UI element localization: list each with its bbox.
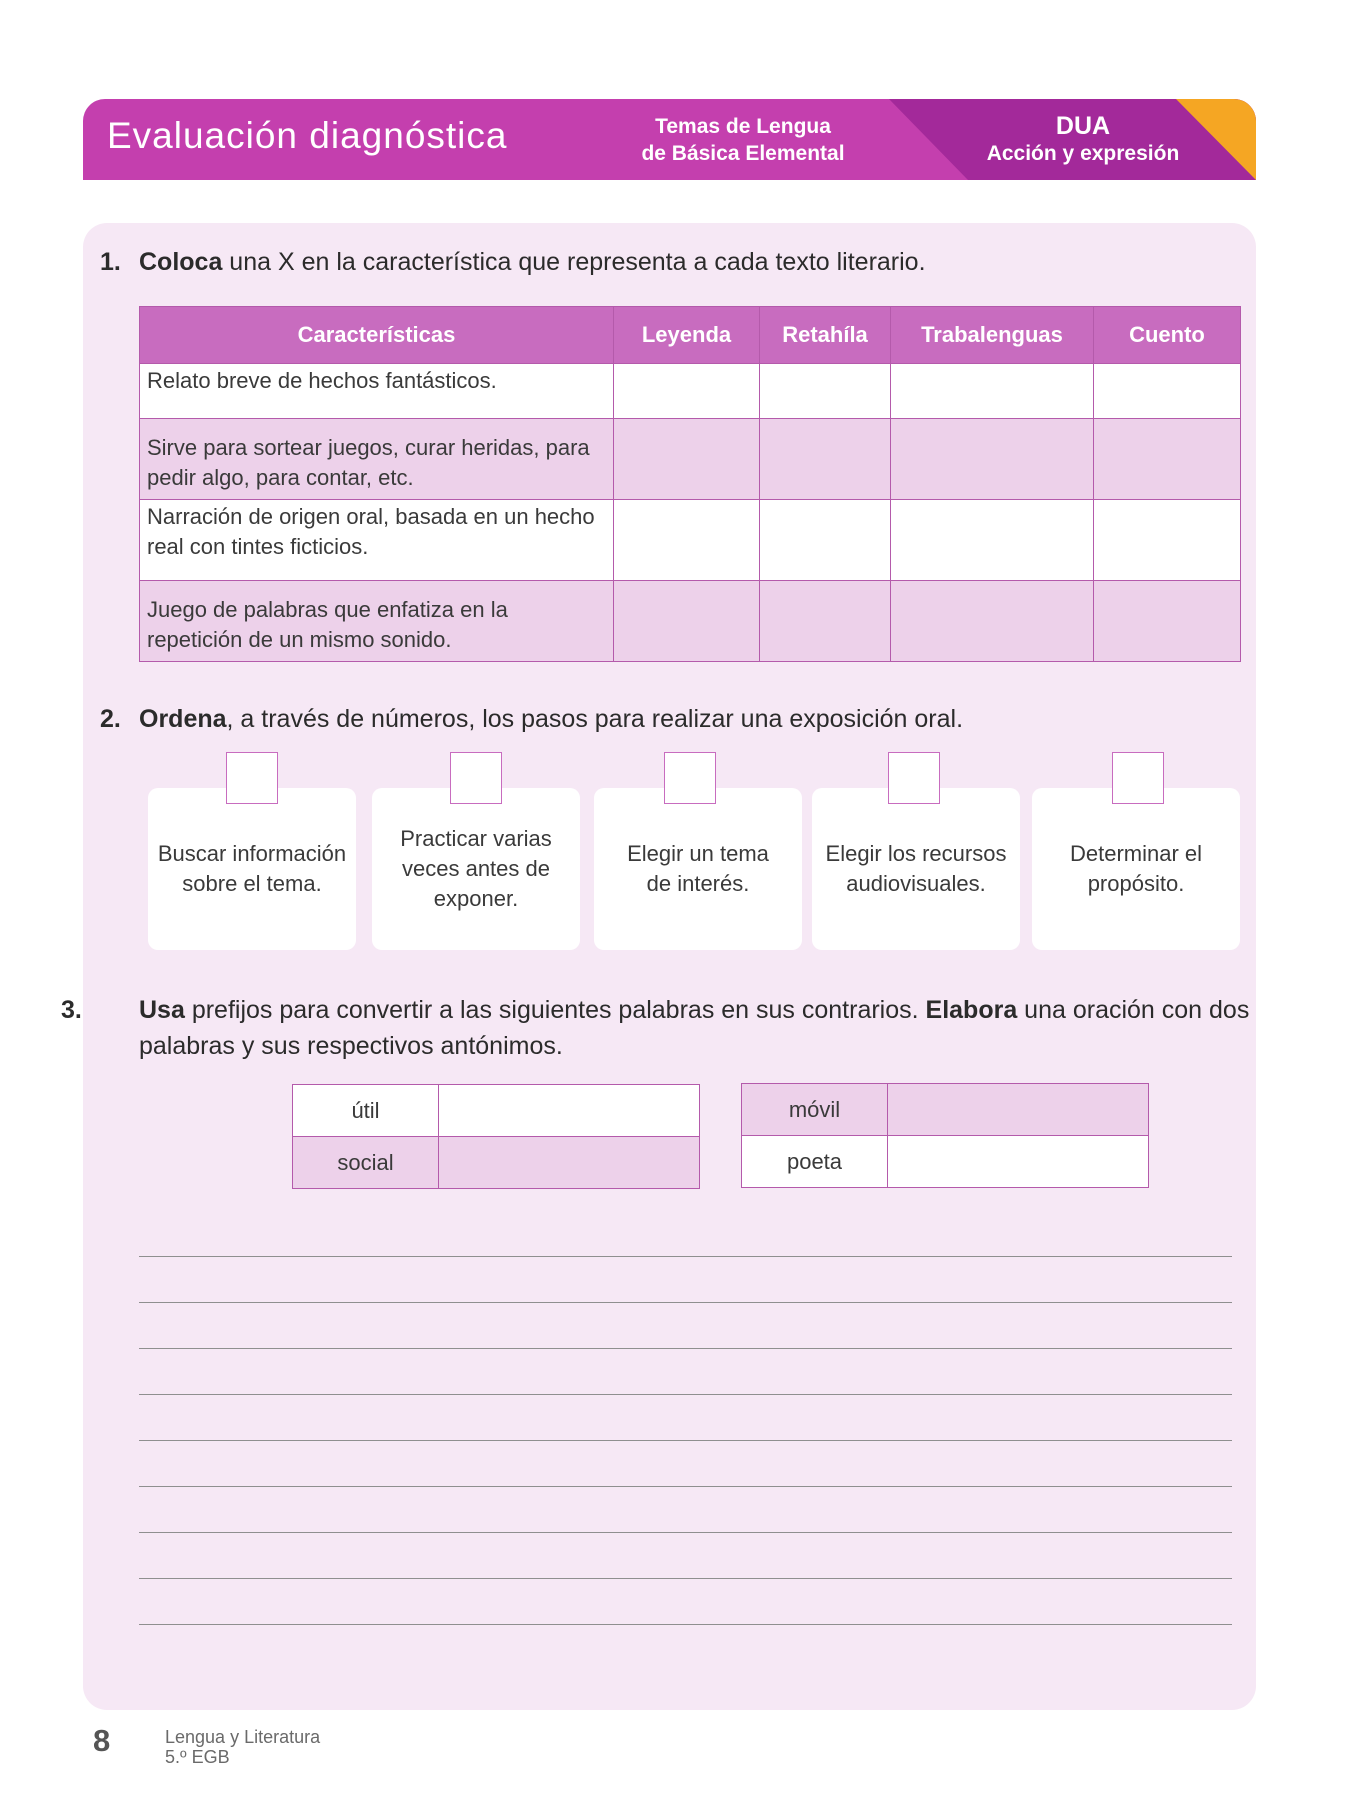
topics-label <box>628 113 858 167</box>
characteristic-cell: Narración de origen oral, basada en un hecho real con tintes ficticios. <box>140 500 614 581</box>
answer-cell-cuento[interactable] <box>1094 581 1241 662</box>
order-number-box[interactable] <box>664 752 716 804</box>
dua-label <box>963 113 1203 167</box>
header-cell: Retahíla <box>760 307 891 364</box>
header-cell: Trabalenguas <box>891 307 1094 364</box>
answer-cell-trabalenguas[interactable] <box>891 500 1094 581</box>
word-cell: poeta <box>742 1136 888 1188</box>
writing-line[interactable] <box>139 1578 1232 1579</box>
step-card <box>372 788 580 950</box>
antonym-answer-cell[interactable] <box>439 1137 700 1189</box>
footer-subject: Lengua y Literatura <box>165 1727 321 1747</box>
characteristic-cell: Juego de palabras que enfatiza en la repetición de un mismo sonido. <box>140 581 614 662</box>
order-number-box[interactable] <box>888 752 940 804</box>
word-cell: móvil <box>742 1084 888 1136</box>
writing-line[interactable] <box>139 1440 1232 1441</box>
question-1 <box>100 244 926 280</box>
word-cell: social <box>293 1137 439 1189</box>
header-cell: Leyenda <box>614 307 760 364</box>
header-banner <box>83 99 1256 180</box>
question-text: prefijos para convertir a las siguientes palabras en sus contrarios. <box>184 996 926 1024</box>
answer-cell-trabalenguas[interactable] <box>891 581 1094 662</box>
writing-line[interactable] <box>139 1256 1232 1257</box>
step-text: Buscar información sobre el tema. <box>157 841 347 896</box>
step-text: Elegir los recursos audiovisuales. <box>825 841 1007 896</box>
question-3 <box>61 992 1269 1064</box>
answer-cell-cuento[interactable] <box>1094 500 1241 581</box>
characteristic-cell: Relato breve de hechos fantásticos. <box>140 364 614 419</box>
step-text: Determinar el propósito. <box>1069 841 1203 896</box>
answer-cell-leyenda[interactable] <box>614 500 760 581</box>
answer-cell-retahila[interactable] <box>760 364 891 419</box>
antonym-answer-cell[interactable] <box>888 1136 1149 1188</box>
order-number-box[interactable] <box>450 752 502 804</box>
table-row <box>140 500 1241 581</box>
writing-line[interactable] <box>139 1486 1232 1487</box>
writing-line[interactable] <box>139 1302 1232 1303</box>
question-verb: Ordena <box>139 705 227 733</box>
answer-cell-trabalenguas[interactable] <box>891 419 1094 500</box>
question-verb: Coloca <box>139 248 223 276</box>
question-text: una X en la característica que representa a cada texto literario. <box>222 248 926 276</box>
step-card <box>812 788 1020 950</box>
writing-line[interactable] <box>139 1348 1232 1349</box>
page-number: 8 <box>93 1723 111 1758</box>
step-card <box>148 788 356 950</box>
table-row <box>140 581 1241 662</box>
table-row <box>140 364 1241 419</box>
topic-line-2: de Básica Elemental <box>641 142 845 165</box>
dua-subtitle: Acción y expresión <box>986 142 1180 165</box>
answer-cell-retahila[interactable] <box>760 500 891 581</box>
order-number-box[interactable] <box>226 752 278 804</box>
question-text: , a través de números, los pasos para realizar una exposición oral. <box>226 705 964 733</box>
antonym-answer-cell[interactable] <box>439 1085 700 1137</box>
answer-cell-trabalenguas[interactable] <box>891 364 1094 419</box>
footer-info <box>165 1727 320 1767</box>
question-verb: Usa <box>139 996 185 1024</box>
answer-cell-retahila[interactable] <box>760 581 891 662</box>
order-number-box[interactable] <box>1112 752 1164 804</box>
characteristics-table <box>139 306 1241 662</box>
page-title: Evaluación diagnóstica <box>107 115 508 156</box>
question-number: 2. <box>100 705 121 733</box>
question-number: 3. <box>61 996 82 1024</box>
step-card <box>594 788 802 950</box>
prefix-table-right <box>741 1083 1149 1188</box>
header-cell: Características <box>140 307 614 364</box>
characteristic-cell: Sirve para sortear juegos, curar heridas, para pedir algo, para contar, etc. <box>140 419 614 500</box>
step-text: Practicar varias veces antes de exponer. <box>400 826 552 911</box>
answer-cell-cuento[interactable] <box>1094 364 1241 419</box>
prefix-table-left <box>292 1084 700 1189</box>
answer-cell-leyenda[interactable] <box>614 419 760 500</box>
question-number: 1. <box>100 248 121 276</box>
writing-line[interactable] <box>139 1624 1232 1625</box>
answer-cell-leyenda[interactable] <box>614 581 760 662</box>
step-card <box>1032 788 1240 950</box>
answer-cell-retahila[interactable] <box>760 419 891 500</box>
topic-line-1: Temas de Lengua <box>655 115 831 138</box>
dua-title: DUA <box>1055 112 1111 140</box>
answer-cell-cuento[interactable] <box>1094 419 1241 500</box>
answer-cell-leyenda[interactable] <box>614 364 760 419</box>
header-cell: Cuento <box>1094 307 1241 364</box>
table-header-row <box>140 307 1241 364</box>
question-2 <box>100 701 963 737</box>
question-verb: Elabora <box>925 996 1018 1024</box>
writing-line[interactable] <box>139 1394 1232 1395</box>
question-text: una oración con dos palabras y sus respectivos antónimos. <box>139 996 1250 1060</box>
antonym-answer-cell[interactable] <box>888 1084 1149 1136</box>
word-cell: útil <box>293 1085 439 1137</box>
writing-line[interactable] <box>139 1532 1232 1533</box>
step-text: Elegir un tema de interés. <box>627 841 769 896</box>
footer-grade: 5.º EGB <box>165 1747 230 1767</box>
table-row <box>140 419 1241 500</box>
